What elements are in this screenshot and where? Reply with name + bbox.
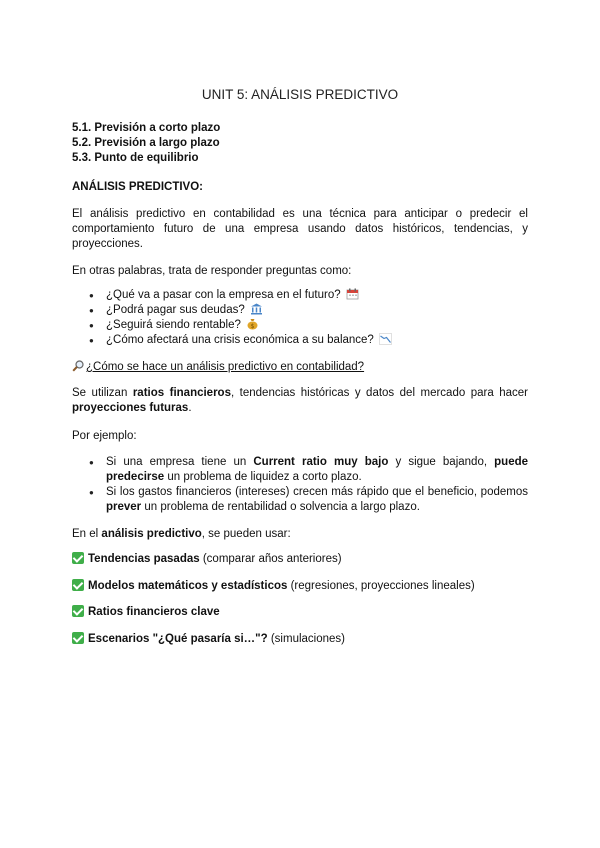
toc-item: 5.3. Punto de equilibrio — [72, 152, 199, 164]
list-item — [72, 288, 528, 303]
how-question: ¿Cómo se hace un análisis predictivo en contabilidad? — [86, 361, 365, 373]
how-question-line — [72, 360, 528, 375]
list-item — [72, 333, 528, 348]
check-icon — [72, 579, 84, 591]
bank-icon — [250, 303, 263, 315]
example-intro: Por ejemplo: — [72, 430, 137, 442]
toc-item: 5.1. Previsión a corto plazo — [72, 122, 221, 134]
questions-list — [72, 288, 528, 348]
list-item — [72, 318, 528, 333]
check-icon — [72, 605, 84, 617]
tool-item: Tendencias pasadas (comparar años anteriores) — [72, 552, 528, 567]
list-item — [72, 303, 528, 318]
question-text: ¿Cómo afectará una crisis económica a su balance? — [106, 334, 374, 346]
money-bag-icon — [246, 318, 259, 330]
svg-text:$: $ — [250, 323, 255, 330]
toc-item: 5.2. Previsión a largo plazo — [72, 137, 220, 149]
list-item: ● Si una empresa tiene un Current ratio muy bajo y sigue bajando, puede predecirse un problema de liquidez a corto plazo. — [72, 455, 528, 485]
how-answer: Se utilizan ratios financieros, tendencias históricas y datos del mercado para hacer proyecciones futuras. — [72, 387, 528, 414]
list-item: ● Si los gastos financieros (intereses) crecen más rápido que el beneficio, podemos prever un problema de rentabilidad o solvencia a largo plazo. — [72, 485, 528, 515]
magnifying-glass-icon — [72, 360, 85, 372]
examples-list — [72, 455, 528, 515]
tool-item: Escenarios "¿Qué pasaría si…"? (simulaciones) — [72, 632, 528, 647]
intro-paragraph: El análisis predictivo en contabilidad es una técnica para anticipar o predecir el comportamiento futuro de una empresa usando datos históricos, tendencias, y proyecciones. — [72, 208, 528, 250]
tool-item: Modelos matemáticos y estadísticos (regresiones, proyecciones lineales) — [72, 579, 528, 594]
tools-intro: En el análisis predictivo, se pueden usar: — [72, 528, 291, 540]
tool-item: Ratios financieros clave — [72, 605, 528, 620]
questions-intro: En otras palabras, trata de responder preguntas como: — [72, 265, 352, 277]
calendar-icon — [346, 288, 359, 300]
question-text: ¿Podrá pagar sus deudas? — [106, 304, 245, 316]
question-text: ¿Seguirá siendo rentable? — [106, 319, 241, 331]
question-text: ¿Qué va a pasar con la empresa en el futuro? — [106, 289, 341, 301]
check-icon — [72, 552, 84, 564]
chart-decreasing-icon — [379, 333, 392, 345]
table-of-contents — [72, 121, 220, 166]
section-heading: ANÁLISIS PREDICTIVO: — [72, 181, 203, 193]
check-icon — [72, 632, 84, 644]
page-title: UNIT 5: ANÁLISIS PREDICTIVO — [201, 87, 399, 102]
